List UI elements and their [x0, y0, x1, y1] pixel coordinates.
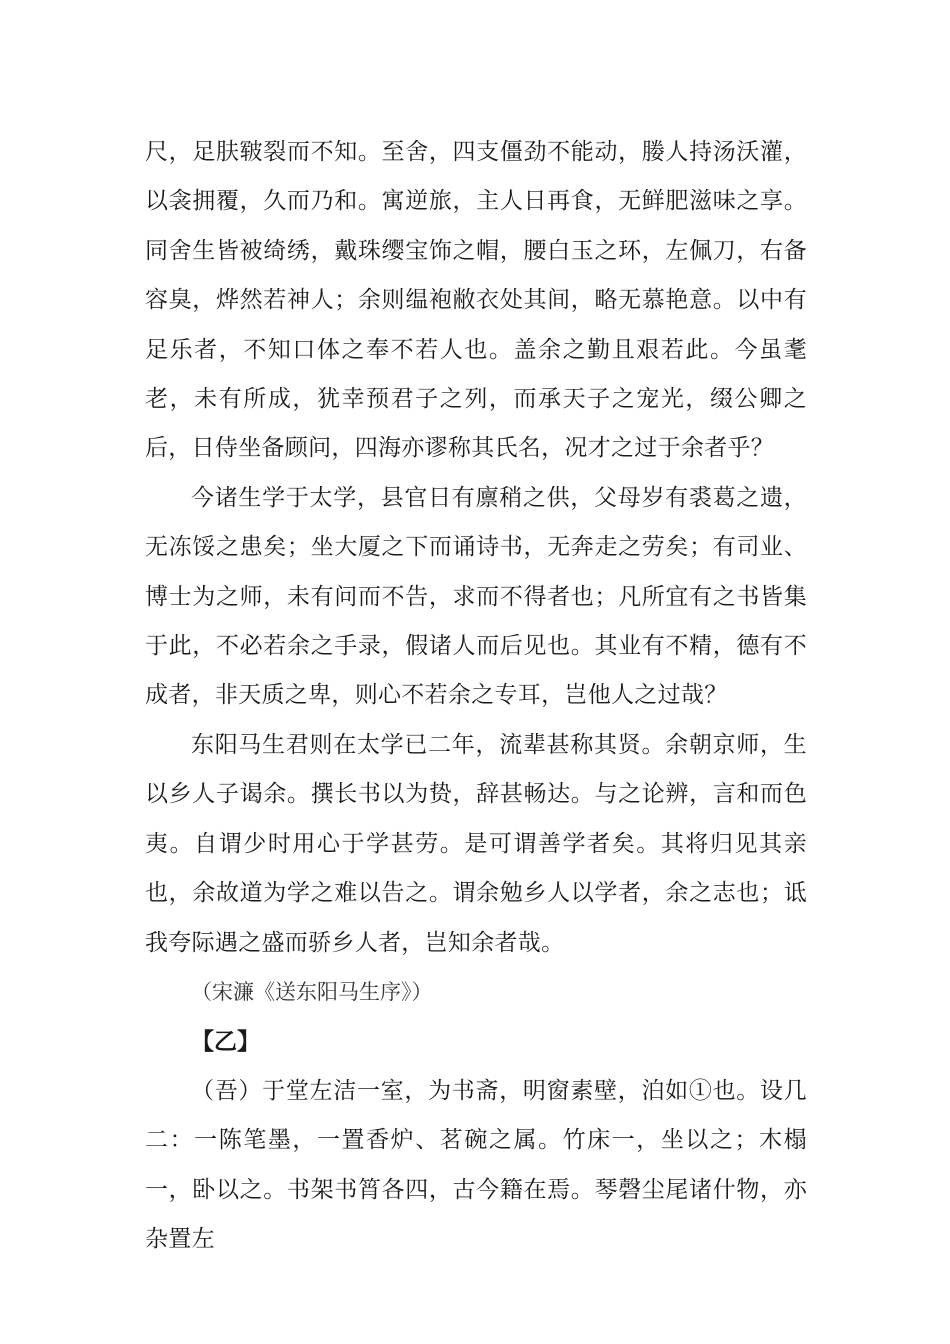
paragraph-jia-students: 今诸生学于太学，县官日有廪稍之供，父母岁有裘葛之遗，无冻馁之患矣；坐大厦之下而诵诗书，无奔走之劳矣；有司业、博士为之师，未有问而不告，求而不得者也；凡所宜有之书皆集于此，不必若余之手录，假诸人而后见也。其业有不精，德有不成者，非天质之卑，则心不若余之专耳，岂他人之过哉？ [145, 484, 807, 709]
paragraph-jia-mashen: 东阳马生君则在太学已二年，流辈甚称其贤。余朝京师，生以乡人子谒余。撰长书以为贽，辞甚畅达。与之论辨，言和而色夷。自谓少时用心于学甚劳。是可谓善学者矣。其将归见其亲也，余故道为学之难以告之。谓余勉乡人以学者，余之志也；诋我夸际遇之盛而骄乡人者，岂知余者哉。 [145, 731, 807, 956]
document-page [145, 128, 807, 1264]
paragraph-jia-continued: 尺，足肤皲裂而不知。至舍，四支僵劲不能动，媵人持汤沃灌，以衾拥覆，久而乃和。寓逆旅，主人日再食，无鲜肥滋味之享。同舍生皆被绮绣，戴珠缨宝饰之帽，腰白玉之环，左佩刀，右备容臭，烨然若神人；余则缊袍敝衣处其间，略无慕艳意。以中有足乐者，不知口体之奉不若人也。盖余之勤且艰若此。今虽耄老，未有所成，犹幸预君子之列，而承天子之宠光，缀公卿之后，日侍坐备顾问，四海亦谬称其氏名，况才之过于余者乎？ [145, 139, 807, 462]
section-label-yi: 【乙】 [191, 1028, 260, 1056]
source-citation: （宋濂《送东阳马生序》） [191, 979, 433, 1004]
paragraph-yi: （吾）于堂左洁一室，为书斋，明窗素壁，泊如①也。设几二：一陈笔墨，一置香炉、茗碗之属。竹床一，坐以之；木榻一，卧以之。书架书筲各四，古今籍在焉。琴磬尘尾诸什物，亦杂置左 [145, 1077, 807, 1252]
